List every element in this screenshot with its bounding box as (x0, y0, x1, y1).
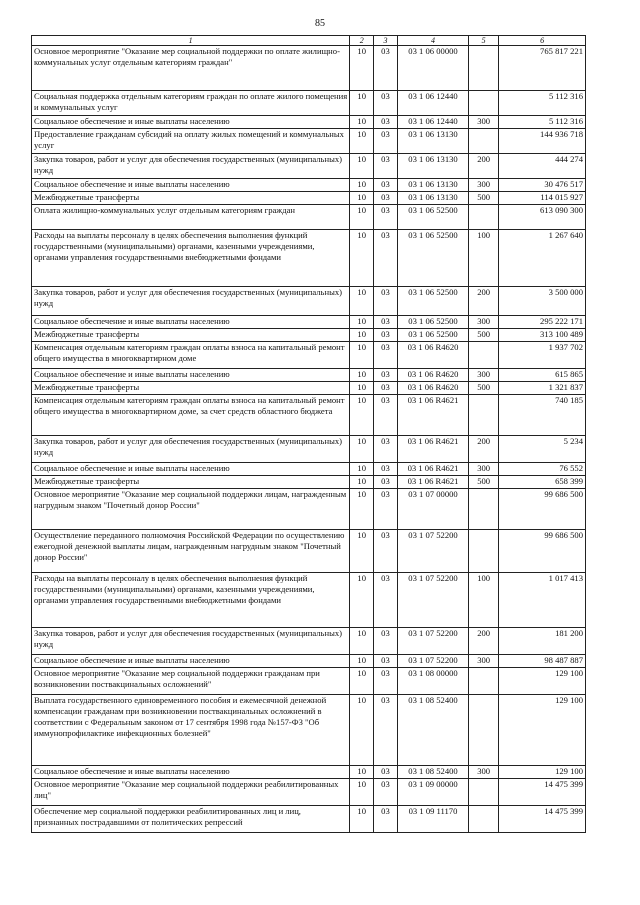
table-row (32, 369, 586, 382)
column-number-1: 1 (32, 36, 350, 46)
row-name-cell: Выплата государственного единовременного пособия и ежемесячной денежной компенсации гражданам при возникновении поствакцинальных осложнений в соответствии с Федеральным законом от 17 сентября 1998 года №157-ФЗ "Об иммунопрофилактике инфекционных болезней" (32, 695, 350, 766)
table-row (32, 463, 586, 476)
row-name-cell: Предоставление гражданам субсидий на оплату жилых помещений и коммунальных услуг (32, 129, 350, 154)
subsection-code-cell: 03 (374, 476, 398, 489)
section-code-cell: 10 (350, 573, 374, 628)
row-name-cell: Социальное обеспечение и иные выплаты населению (32, 766, 350, 779)
target-article-code-cell: 03 1 07 00000 (397, 489, 468, 530)
row-name-cell: Социальное обеспечение и иные выплаты населению (32, 316, 350, 329)
row-name-cell: Социальное обеспечение и иные выплаты населению (32, 116, 350, 129)
expense-type-code-cell (469, 779, 499, 806)
section-code-cell: 10 (350, 476, 374, 489)
table-row (32, 395, 586, 436)
expense-type-code-cell (469, 129, 499, 154)
subsection-code-cell: 03 (374, 369, 398, 382)
amount-cell: 99 686 500 (499, 530, 586, 573)
row-name-cell: Компенсация отдельным категориям граждан оплаты взноса на капитальный ремонт общего имущества в многоквартирном доме, за счет средств областного бюджета (32, 395, 350, 436)
table-row (32, 154, 586, 179)
section-code-cell: 10 (350, 382, 374, 395)
target-article-code-cell: 03 1 06 00000 (397, 46, 468, 91)
amount-cell: 76 552 (499, 463, 586, 476)
target-article-code-cell: 03 1 06 13130 (397, 154, 468, 179)
row-name-cell: Закупка товаров, работ и услуг для обеспечения государственных (муниципальных) нужд (32, 628, 350, 655)
subsection-code-cell: 03 (374, 395, 398, 436)
section-code-cell: 10 (350, 287, 374, 316)
row-name-cell: Осуществление переданного полномочия Российской Федерации по осуществлению ежегодной денежной выплаты лицам, награжденным нагрудным знаком "Почетный донор России" (32, 530, 350, 573)
row-name-cell: Социальное обеспечение и иные выплаты населению (32, 463, 350, 476)
subsection-code-cell: 03 (374, 154, 398, 179)
table-row (32, 316, 586, 329)
section-code-cell: 10 (350, 655, 374, 668)
expense-type-code-cell (469, 205, 499, 230)
amount-cell: 114 015 927 (499, 192, 586, 205)
table-row (32, 489, 586, 530)
table-row (32, 287, 586, 316)
subsection-code-cell: 03 (374, 779, 398, 806)
column-number-5: 5 (469, 36, 499, 46)
subsection-code-cell: 03 (374, 463, 398, 476)
subsection-code-cell: 03 (374, 668, 398, 695)
table-row (32, 46, 586, 91)
expense-type-code-cell (469, 342, 499, 369)
table-row (32, 342, 586, 369)
subsection-code-cell: 03 (374, 287, 398, 316)
expense-type-code-cell: 300 (469, 766, 499, 779)
subsection-code-cell: 03 (374, 129, 398, 154)
expense-type-code-cell: 500 (469, 382, 499, 395)
amount-cell: 765 817 221 (499, 46, 586, 91)
section-code-cell: 10 (350, 395, 374, 436)
expense-type-code-cell (469, 489, 499, 530)
target-article-code-cell: 03 1 08 00000 (397, 668, 468, 695)
amount-cell: 30 476 517 (499, 179, 586, 192)
expense-type-code-cell: 100 (469, 230, 499, 287)
expense-type-code-cell (469, 806, 499, 833)
row-name-cell: Компенсация отдельным категориям граждан оплаты взноса на капитальный ремонт общего имущества в многоквартирном доме (32, 342, 350, 369)
section-code-cell: 10 (350, 436, 374, 463)
amount-cell: 1 267 640 (499, 230, 586, 287)
row-name-cell: Основное мероприятие "Оказание мер социальной поддержки гражданам при возникновении поствакцинальных осложнений" (32, 668, 350, 695)
target-article-code-cell: 03 1 07 52200 (397, 655, 468, 668)
expense-type-code-cell: 300 (469, 369, 499, 382)
amount-cell: 5 112 316 (499, 116, 586, 129)
target-article-code-cell: 03 1 06 13130 (397, 129, 468, 154)
expense-type-code-cell: 300 (469, 116, 499, 129)
amount-cell: 1 937 702 (499, 342, 586, 369)
budget-table-body (32, 36, 586, 833)
amount-cell: 129 100 (499, 668, 586, 695)
amount-cell: 144 936 718 (499, 129, 586, 154)
subsection-code-cell: 03 (374, 179, 398, 192)
table-row (32, 205, 586, 230)
target-article-code-cell: 03 1 06 13130 (397, 192, 468, 205)
expense-type-code-cell: 200 (469, 287, 499, 316)
table-row (32, 655, 586, 668)
expense-type-code-cell: 500 (469, 192, 499, 205)
target-article-code-cell: 03 1 06 52500 (397, 329, 468, 342)
section-code-cell: 10 (350, 154, 374, 179)
subsection-code-cell: 03 (374, 628, 398, 655)
target-article-code-cell: 03 1 06 R4620 (397, 342, 468, 369)
subsection-code-cell: 03 (374, 116, 398, 129)
table-row (32, 668, 586, 695)
amount-cell: 613 090 300 (499, 205, 586, 230)
target-article-code-cell: 03 1 06 R4621 (397, 463, 468, 476)
target-article-code-cell: 03 1 06 R4621 (397, 476, 468, 489)
section-code-cell: 10 (350, 463, 374, 476)
row-name-cell: Расходы на выплаты персоналу в целях обеспечения выполнения функций государственными (муниципальными) органами, казенными учреждениями, органами управления государственными внебюджетными фондами (32, 230, 350, 287)
table-row (32, 476, 586, 489)
target-article-code-cell: 03 1 07 52200 (397, 573, 468, 628)
target-article-code-cell: 03 1 07 52200 (397, 628, 468, 655)
row-name-cell: Закупка товаров, работ и услуг для обеспечения государственных (муниципальных) нужд (32, 154, 350, 179)
target-article-code-cell: 03 1 06 R4620 (397, 369, 468, 382)
amount-cell: 3 500 000 (499, 287, 586, 316)
amount-cell: 98 487 887 (499, 655, 586, 668)
section-code-cell: 10 (350, 179, 374, 192)
amount-cell: 658 399 (499, 476, 586, 489)
section-code-cell: 10 (350, 779, 374, 806)
subsection-code-cell: 03 (374, 230, 398, 287)
subsection-code-cell: 03 (374, 329, 398, 342)
expense-type-code-cell: 500 (469, 329, 499, 342)
expense-type-code-cell (469, 395, 499, 436)
row-name-cell: Социальная поддержка отдельным категориям граждан по оплате жилого помещения и коммунальных услуг (32, 91, 350, 116)
table-row (32, 230, 586, 287)
section-code-cell: 10 (350, 91, 374, 116)
subsection-code-cell: 03 (374, 766, 398, 779)
amount-cell: 615 865 (499, 369, 586, 382)
table-row (32, 382, 586, 395)
target-article-code-cell: 03 1 08 52400 (397, 695, 468, 766)
amount-cell: 295 222 171 (499, 316, 586, 329)
table-row (32, 766, 586, 779)
table-row (32, 530, 586, 573)
target-article-code-cell: 03 1 06 R4621 (397, 436, 468, 463)
amount-cell: 313 100 489 (499, 329, 586, 342)
table-row (32, 192, 586, 205)
expense-type-code-cell: 300 (469, 179, 499, 192)
row-name-cell: Межбюджетные трансферты (32, 329, 350, 342)
table-row (32, 695, 586, 766)
row-name-cell: Межбюджетные трансферты (32, 192, 350, 205)
amount-cell: 181 200 (499, 628, 586, 655)
row-name-cell: Расходы на выплаты персоналу в целях обеспечения выполнения функций государственными (муниципальными) органами, казенными учреждениями, органами управления государственными внебюджетными фондами (32, 573, 350, 628)
section-code-cell: 10 (350, 489, 374, 530)
table-row (32, 628, 586, 655)
expense-type-code-cell: 300 (469, 463, 499, 476)
subsection-code-cell: 03 (374, 655, 398, 668)
subsection-code-cell: 03 (374, 46, 398, 91)
row-name-cell: Основное мероприятие "Оказание мер социальной поддержки по оплате жилищно-коммунальных услуг отдельным категориям граждан" (32, 46, 350, 91)
page-number: 85 (315, 18, 325, 29)
target-article-code-cell: 03 1 06 12440 (397, 116, 468, 129)
section-code-cell: 10 (350, 668, 374, 695)
expense-type-code-cell (469, 530, 499, 573)
budget-table (31, 35, 586, 833)
section-code-cell: 10 (350, 695, 374, 766)
section-code-cell: 10 (350, 192, 374, 205)
table-row (32, 436, 586, 463)
section-code-cell: 10 (350, 116, 374, 129)
row-name-cell: Обеспечение мер социальной поддержки реабилитированных лиц и лиц, признанных пострадавшими от политических репрессий (32, 806, 350, 833)
table-row (32, 179, 586, 192)
row-name-cell: Оплата жилищно-коммунальных услуг отдельным категориям граждан (32, 205, 350, 230)
row-name-cell: Основное мероприятие "Оказание мер социальной поддержки реабилитированных лиц" (32, 779, 350, 806)
table-row (32, 806, 586, 833)
row-name-cell: Социальное обеспечение и иные выплаты населению (32, 369, 350, 382)
amount-cell: 14 475 399 (499, 779, 586, 806)
subsection-code-cell: 03 (374, 806, 398, 833)
amount-cell: 99 686 500 (499, 489, 586, 530)
column-number-2: 2 (350, 36, 374, 46)
amount-cell: 444 274 (499, 154, 586, 179)
amount-cell: 129 100 (499, 695, 586, 766)
amount-cell: 14 475 399 (499, 806, 586, 833)
row-name-cell: Социальное обеспечение и иные выплаты населению (32, 655, 350, 668)
subsection-code-cell: 03 (374, 573, 398, 628)
column-number-row (32, 36, 586, 46)
target-article-code-cell: 03 1 08 52400 (397, 766, 468, 779)
section-code-cell: 10 (350, 628, 374, 655)
expense-type-code-cell: 300 (469, 316, 499, 329)
subsection-code-cell: 03 (374, 530, 398, 573)
row-name-cell: Основное мероприятие "Оказание мер социальной поддержки лицам, награжденным нагрудным знаком "Почетный донор России" (32, 489, 350, 530)
table-row (32, 91, 586, 116)
section-code-cell: 10 (350, 230, 374, 287)
table-row (32, 573, 586, 628)
column-number-3: 3 (374, 36, 398, 46)
target-article-code-cell: 03 1 07 52200 (397, 530, 468, 573)
target-article-code-cell: 03 1 06 52500 (397, 287, 468, 316)
expense-type-code-cell: 100 (469, 573, 499, 628)
subsection-code-cell: 03 (374, 91, 398, 116)
section-code-cell: 10 (350, 806, 374, 833)
section-code-cell: 10 (350, 316, 374, 329)
section-code-cell: 10 (350, 46, 374, 91)
target-article-code-cell: 03 1 06 52500 (397, 230, 468, 287)
target-article-code-cell: 03 1 06 13130 (397, 179, 468, 192)
section-code-cell: 10 (350, 369, 374, 382)
target-article-code-cell: 03 1 06 R4621 (397, 395, 468, 436)
column-number-4: 4 (397, 36, 468, 46)
target-article-code-cell: 03 1 06 52500 (397, 205, 468, 230)
target-article-code-cell: 03 1 06 12440 (397, 91, 468, 116)
amount-cell: 740 185 (499, 395, 586, 436)
amount-cell: 129 100 (499, 766, 586, 779)
subsection-code-cell: 03 (374, 489, 398, 530)
section-code-cell: 10 (350, 205, 374, 230)
row-name-cell: Закупка товаров, работ и услуг для обеспечения государственных (муниципальных) нужд (32, 436, 350, 463)
expense-type-code-cell (469, 46, 499, 91)
subsection-code-cell: 03 (374, 342, 398, 369)
row-name-cell: Межбюджетные трансферты (32, 382, 350, 395)
table-row (32, 329, 586, 342)
expense-type-code-cell: 300 (469, 655, 499, 668)
amount-cell: 5 112 316 (499, 91, 586, 116)
table-row (32, 116, 586, 129)
amount-cell: 1 321 837 (499, 382, 586, 395)
subsection-code-cell: 03 (374, 695, 398, 766)
table-row (32, 779, 586, 806)
section-code-cell: 10 (350, 329, 374, 342)
column-number-6: 6 (499, 36, 586, 46)
expense-type-code-cell (469, 668, 499, 695)
subsection-code-cell: 03 (374, 205, 398, 230)
expense-type-code-cell: 200 (469, 436, 499, 463)
target-article-code-cell: 03 1 09 11170 (397, 806, 468, 833)
row-name-cell: Межбюджетные трансферты (32, 476, 350, 489)
expense-type-code-cell: 200 (469, 154, 499, 179)
target-article-code-cell: 03 1 06 R4620 (397, 382, 468, 395)
subsection-code-cell: 03 (374, 192, 398, 205)
expense-type-code-cell: 500 (469, 476, 499, 489)
target-article-code-cell: 03 1 09 00000 (397, 779, 468, 806)
amount-cell: 1 017 413 (499, 573, 586, 628)
subsection-code-cell: 03 (374, 382, 398, 395)
amount-cell: 5 234 (499, 436, 586, 463)
expense-type-code-cell: 200 (469, 628, 499, 655)
subsection-code-cell: 03 (374, 316, 398, 329)
subsection-code-cell: 03 (374, 436, 398, 463)
section-code-cell: 10 (350, 342, 374, 369)
expense-type-code-cell (469, 91, 499, 116)
expense-type-code-cell (469, 695, 499, 766)
row-name-cell: Социальное обеспечение и иные выплаты населению (32, 179, 350, 192)
section-code-cell: 10 (350, 766, 374, 779)
table-row (32, 129, 586, 154)
section-code-cell: 10 (350, 129, 374, 154)
section-code-cell: 10 (350, 530, 374, 573)
target-article-code-cell: 03 1 06 52500 (397, 316, 468, 329)
row-name-cell: Закупка товаров, работ и услуг для обеспечения государственных (муниципальных) нужд (32, 287, 350, 316)
